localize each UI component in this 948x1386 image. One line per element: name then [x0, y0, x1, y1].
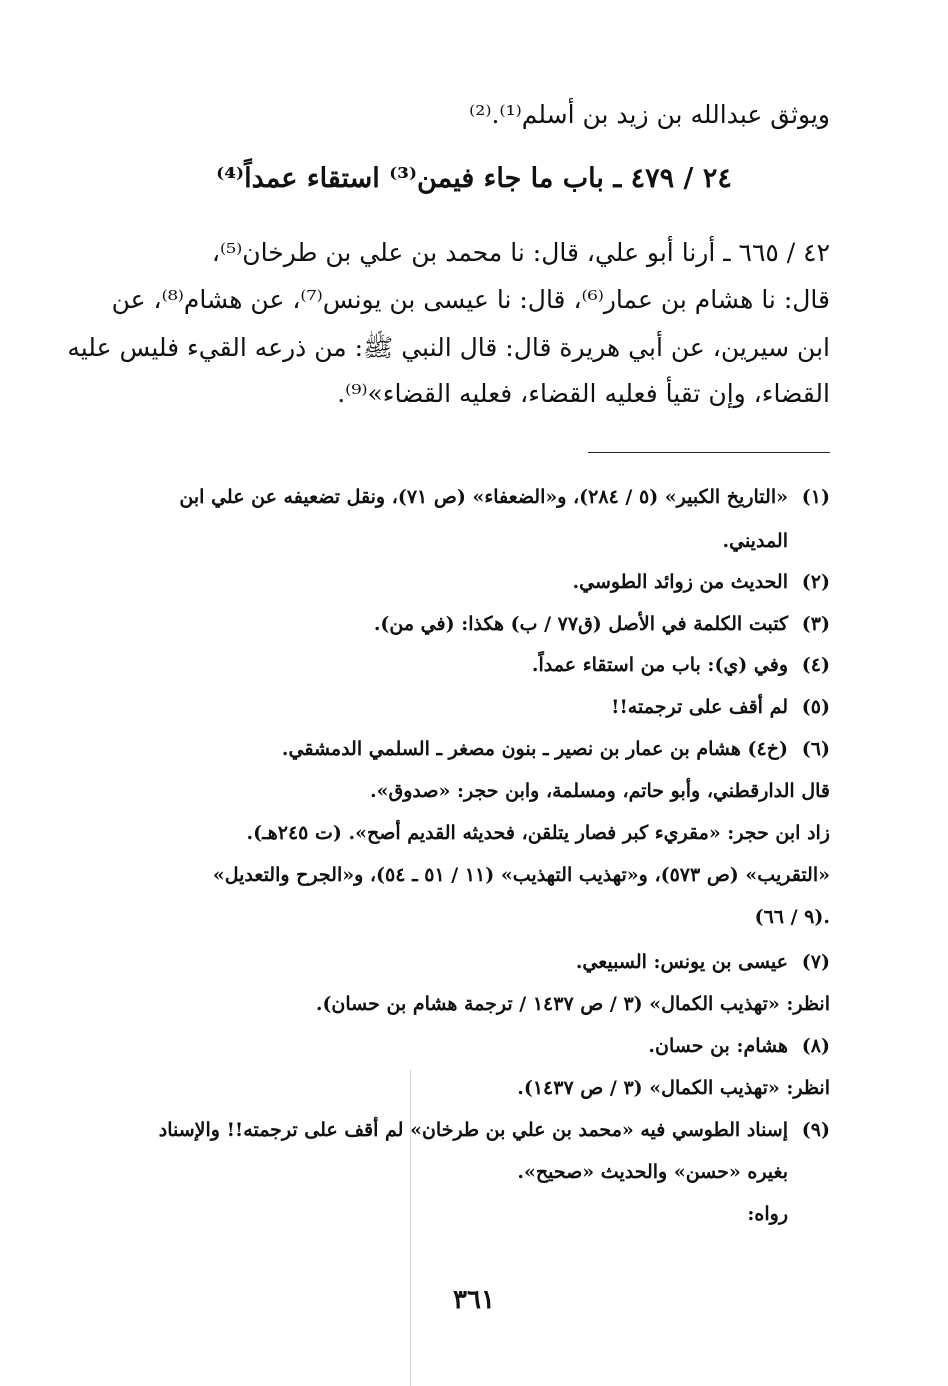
footnote-text: (خ٤) هشام بن عمار بن نصير ـ بنون مصغر ـ السلمي الدمشقي.: [281, 738, 788, 760]
footnote-text: لم أقف على ترجمته!!: [611, 696, 788, 718]
footnote-text: انظر: «تهذيب الكمال» (٣ / ص ١٤٣٧ / ترجمة هشام بن حسان).: [315, 993, 830, 1015]
footnote-text: رواه:: [747, 1203, 788, 1225]
hadith-line-2: قال: نا هشام بن عمار⁽⁶⁾، قال: نا عيسى بن يونس⁽⁷⁾، عن هشام⁽⁸⁾، عن: [111, 285, 830, 314]
footnote-text: قال الدارقطني، وأبو حاتم، ومسلمة، وابن حجر: «صدوق».: [370, 780, 830, 802]
hadith-line-4: القضاء، وإن تقيأ فعليه القضاء، فعليه القضاء»⁽⁹⁾.: [337, 379, 830, 408]
footnote-number: (٣): [801, 613, 830, 635]
footnote-text: وفي (ي): باب من استقاء عمداً.: [531, 654, 788, 676]
footnote-separator: [588, 452, 830, 453]
footnote-number: (٤): [801, 654, 830, 676]
footnote-text: هشام: بن حسان.: [648, 1035, 788, 1057]
footnote-text: إسناد الطوسي فيه «محمد بن علي بن طرخان» لم أقف على ترجمته!! والإسناد: [158, 1119, 788, 1141]
footnote-number: (٩): [801, 1119, 830, 1141]
footnote-number: (٢): [801, 571, 830, 593]
footnote-text: «التاريخ الكبير» (٥ / ٢٨٤)، و«الضعفاء» (ص ٧١)، ونقل تضعيفه عن علي ابن: [179, 486, 788, 508]
page-fold-shadow: [410, 1070, 411, 1386]
footnote-number: (٥): [801, 696, 830, 718]
chapter-heading: ٢٤ / ٤٧٩ ـ باب ما جاء فيمن⁽³⁾ استقاء عمداً⁽⁴⁾: [216, 163, 732, 194]
footnote-text: كتبت الكلمة في الأصل (ق٧٧ / ب) هكذا: (في من).: [373, 613, 788, 635]
footnote-number: (٦): [801, 738, 830, 760]
footnote-text: بغيره «حسن» والحديث «صحيح».: [517, 1161, 788, 1183]
footnote-text: «التقريب» (ص ٥٧٣)، و«تهذيب التهذيب» (١١ / ٥١ ـ ٥٤)، و«الجرح والتعديل»: [212, 864, 830, 886]
footnote-text: عيسى بن يونس: السبيعي.: [575, 951, 788, 973]
footnote-text: الحديث من زوائد الطوسي.: [572, 571, 788, 593]
footnote-number: (٨): [801, 1035, 830, 1057]
intro-line: ويوثق عبدالله بن زيد بن أسلم⁽¹⁾.⁽²⁾: [469, 100, 830, 129]
footnote-text: (٩ / ٦٦).: [754, 906, 830, 928]
hadith-line-1: ٤٢ / ٦٦٥ ـ أرنا أبو علي، قال: نا محمد بن علي بن طرخان⁽⁵⁾،: [211, 238, 830, 267]
footnote-text: المديني.: [722, 530, 788, 552]
page-number: ٣٦١: [453, 1285, 495, 1315]
footnote-text: زاد ابن حجر: «مقريء كبر فصار يتلقن، فحديثه القديم أصح». (ت ٢٤٥هـ).: [246, 822, 830, 844]
footnote-number: (١): [801, 486, 830, 508]
footnote-text: انظر: «تهذيب الكمال» (٣ / ص ١٤٣٧).: [517, 1077, 830, 1099]
hadith-line-3: ابن سيرين، عن أبي هريرة قال: قال النبي ﷺ: من ذرعه القيء فليس عليه: [67, 333, 830, 362]
footnote-number: (٧): [801, 951, 830, 973]
